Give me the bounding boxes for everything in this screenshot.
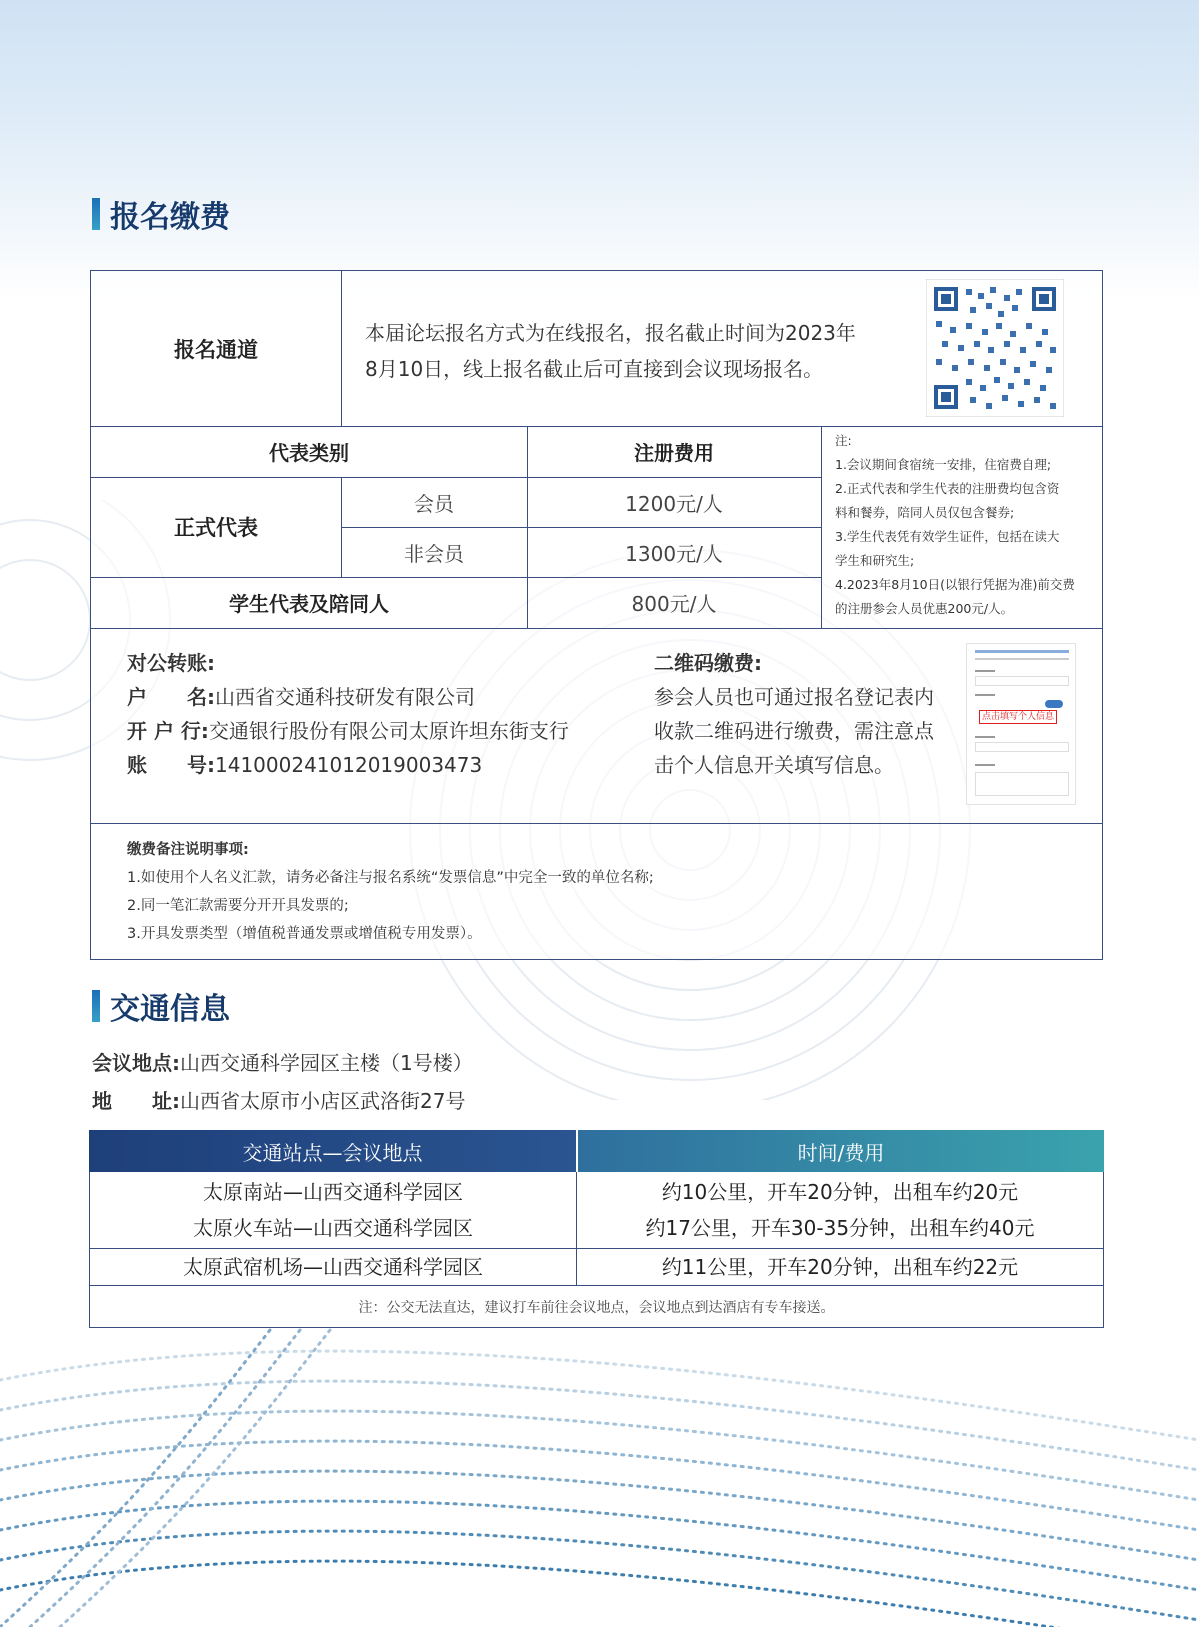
toggle-switch-icon	[1045, 700, 1063, 708]
qr-code-icon	[926, 279, 1064, 417]
header-background	[0, 0, 1199, 300]
nonmember-fee: 1300元/人	[625, 541, 723, 566]
venue-value: 山西交通科学园区主楼（1号楼）	[180, 1051, 473, 1075]
route-cell	[90, 1172, 577, 1248]
qr-payment-line: 击个人信息开关填写信息。	[654, 753, 894, 777]
fee-note-line: 2.正式代表和学生代表的注册费均包含资	[835, 481, 1060, 496]
table-row	[89, 1249, 1104, 1286]
channel-text-line: 8月10日，线上报名截止后可直接到会议现场报名。	[365, 357, 824, 381]
student-label: 学生代表及陪同人	[229, 592, 389, 616]
fee-note-line: 3.学生代表凭有效学生证件，包括在读大	[835, 529, 1060, 544]
payment-note-line: 1.如使用个人名义汇款，请务必备注与报名系统“发票信息”中完全一致的单位名称;	[127, 870, 654, 886]
address-row	[92, 1082, 473, 1120]
fee-note-line: 4.2023年8月10日(以银行凭据为准)前交费	[835, 577, 1075, 592]
cost-cell	[577, 1172, 1103, 1248]
account-number-value: 141000241012019003473	[215, 753, 483, 777]
cost-cell	[577, 1249, 1103, 1285]
venue-info	[92, 1044, 473, 1120]
fee-note-line: 1.会议期间食宿统一安排，住宿费自理;	[835, 457, 1052, 472]
nonmember-label: 非会员	[404, 541, 464, 566]
route-text: 太原南站—山西交通科学园区	[203, 1180, 463, 1204]
section-title-text: 报名缴费	[110, 200, 230, 235]
channel-label: 报名通道	[174, 337, 258, 362]
transport-table	[89, 1130, 1104, 1328]
bank-transfer-title: 对公转账:	[127, 651, 215, 675]
qr-payment-line: 收款二维码进行缴费，需注意点	[654, 719, 934, 743]
bank-transfer-block	[127, 646, 569, 782]
qr-payment-title: 二维码缴费:	[654, 651, 762, 675]
cost-text: 约17公里，开车30-35分钟，出租车约40元	[645, 1216, 1035, 1240]
fee-note-line: 的注册参会人员优惠200元/人。	[835, 601, 1014, 616]
formal-rep-label: 正式代表	[174, 516, 258, 540]
section-title-registration	[92, 192, 230, 236]
cost-text: 约11公里，开车20分钟，出租车约22元	[661, 1255, 1019, 1279]
form-screenshot-thumbnail	[966, 643, 1076, 805]
student-fee: 800元/人	[631, 592, 717, 616]
member-fee: 1200元/人	[625, 491, 723, 516]
transport-table-header	[89, 1130, 1104, 1172]
fee-notes-title: 注:	[835, 433, 852, 448]
payment-notes	[127, 836, 654, 948]
section-title-text: 交通信息	[110, 992, 230, 1027]
venue-label: 会议地点:	[92, 1051, 180, 1075]
table-row	[89, 1172, 1104, 1249]
venue-row	[92, 1044, 473, 1082]
registration-box	[90, 270, 1103, 960]
bank-label: 开 户 行:	[127, 719, 209, 743]
bank-row	[127, 714, 569, 748]
payment-notes-title: 缴费备注说明事项:	[127, 842, 249, 858]
fee-header-fee: 注册费用	[634, 441, 714, 465]
account-name-label: 户 名:	[127, 685, 215, 709]
fee-note-line: 学生和研究生;	[835, 553, 915, 568]
account-name-value: 山西省交通科技研发有限公司	[215, 685, 475, 709]
thumbnail-callout: 点击填写个人信息	[979, 710, 1057, 724]
payment-note-line: 3.开具发票类型（增值税普通发票或增值税专用发票）。	[127, 926, 482, 942]
title-accent-bar	[92, 198, 100, 230]
qr-payment-line: 参会人员也可通过报名登记表内	[654, 685, 934, 709]
transport-col-route: 交通站点—会议地点	[89, 1130, 576, 1172]
qr-payment-block	[654, 646, 934, 782]
address-value: 山西省太原市小店区武洛街27号	[180, 1089, 466, 1113]
route-cell	[90, 1249, 577, 1285]
channel-text-line: 本届论坛报名方式为在线报名，报名截止时间为2023年	[365, 321, 856, 345]
account-number-label: 账 号:	[127, 753, 215, 777]
fee-notes	[835, 429, 1097, 621]
fee-header-type: 代表类别	[269, 441, 349, 465]
fee-note-line: 料和餐券，陪同人员仅包含餐券;	[835, 505, 1015, 520]
dotted-wave-decoration	[0, 1300, 1199, 1627]
cost-text: 约10公里，开车20分钟，出租车约20元	[661, 1180, 1019, 1204]
member-label: 会员	[414, 491, 454, 516]
bank-value: 交通银行股份有限公司太原许坦东街支行	[208, 719, 569, 743]
title-accent-bar	[92, 990, 100, 1022]
account-number-row	[127, 748, 569, 782]
section-title-transport	[92, 984, 230, 1028]
route-text: 太原火车站—山西交通科学园区	[193, 1216, 473, 1240]
payment-note-line: 2.同一笔汇款需要分开开具发票的;	[127, 898, 349, 914]
account-name-row	[127, 680, 569, 714]
transport-col-cost: 时间/费用	[576, 1130, 1104, 1172]
route-text: 太原武宿机场—山西交通科学园区	[183, 1255, 483, 1279]
channel-text	[365, 315, 856, 387]
transport-note: 注：公交无法直达，建议打车前往会议地点，会议地点到达酒店有专车接送。	[89, 1286, 1104, 1328]
address-label: 地 址:	[92, 1089, 180, 1113]
